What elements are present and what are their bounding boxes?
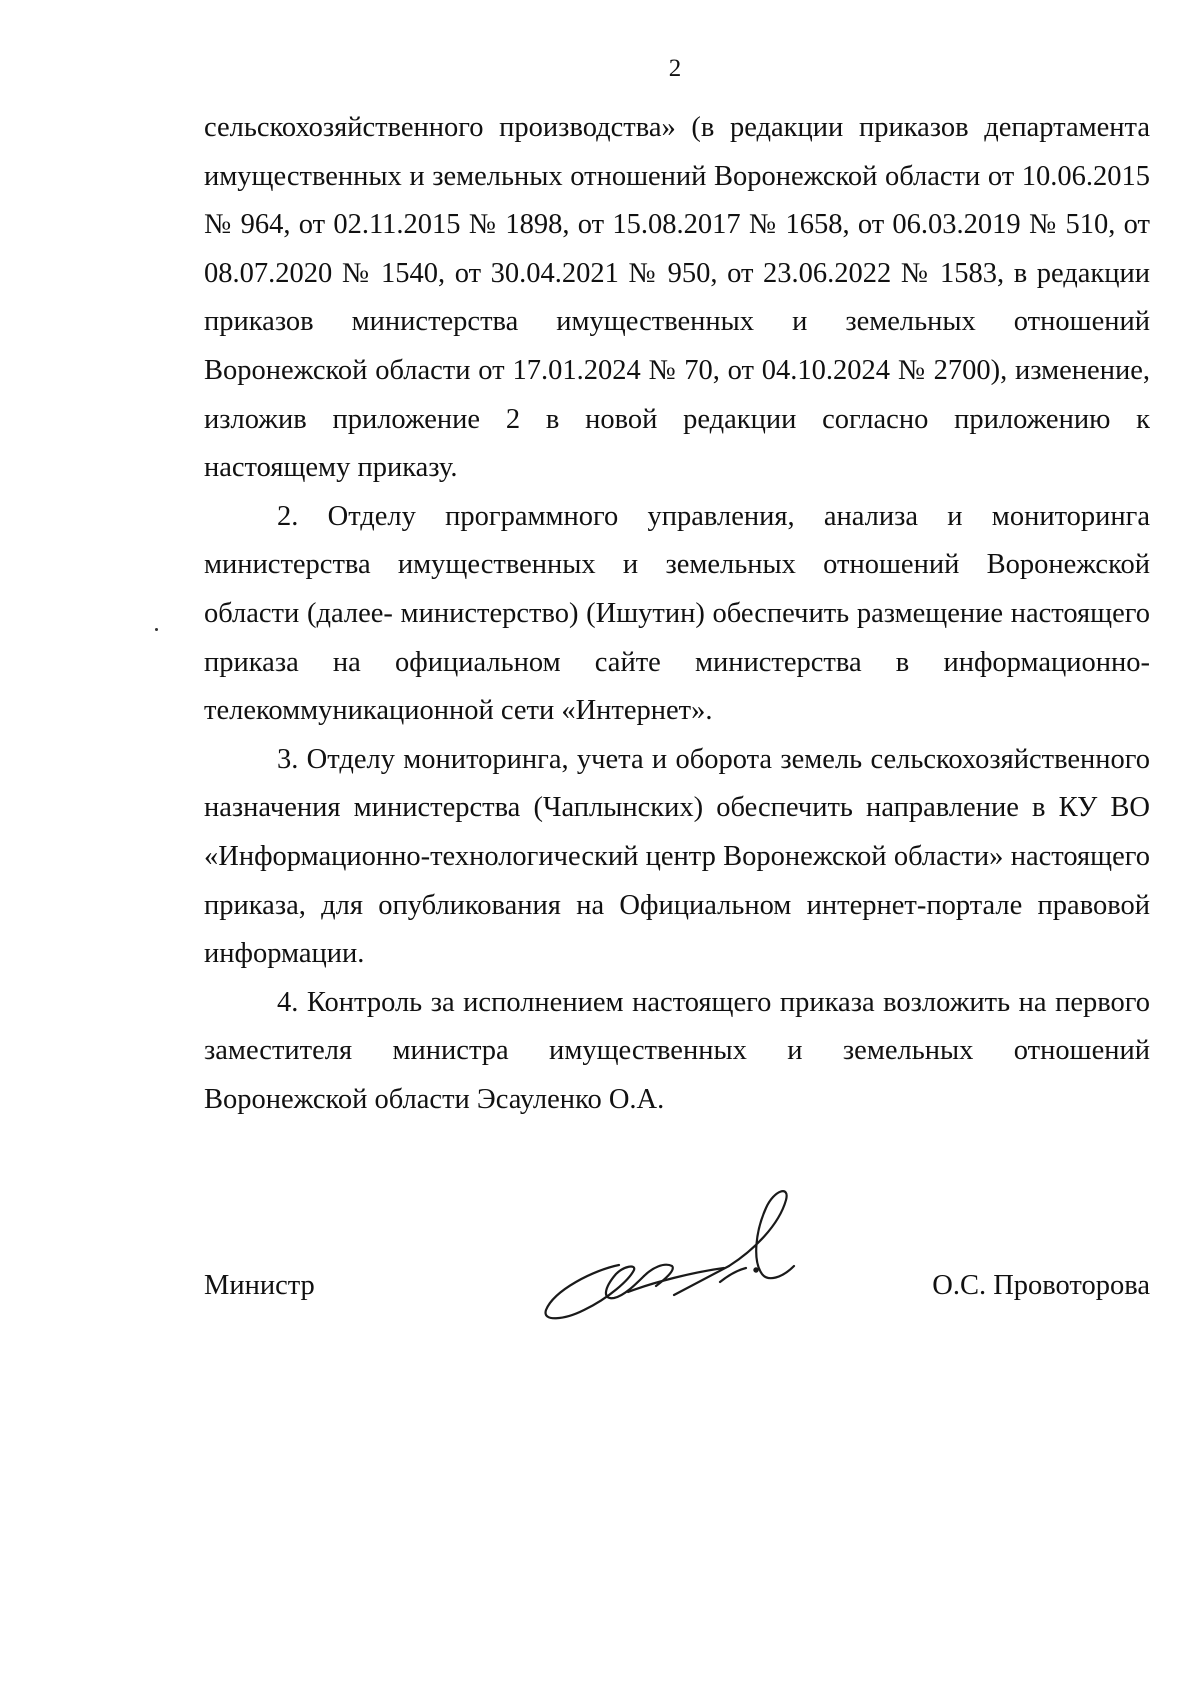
signatory-name: О.С. Провоторова: [932, 1270, 1150, 1301]
page-number: 2: [668, 55, 682, 82]
paragraph-2: 2. Отделу программного управления, анализа и мониторинга министерства имущественных и земельных отношений Воронежской области (далее- министерство) (Ишутин) обеспечить размещение настоящего приказа на официальном сайте министерства в информационно-телекоммуникационной сети «Интернет».: [204, 500, 1150, 727]
scan-speck: [155, 628, 158, 631]
signatory-position: Министр: [204, 1270, 315, 1301]
paragraph-1-continuation: сельскохозяйственного производства» (в редакции приказов департамента имущественных и земельных отношений Воронежской области от 10.06.2015 № 964, от 02.11.2015 № 1898, от 15.08.2017 № 1658, от 06.03.2019 № 510, от 08.07.2020 № 1540, от 30.04.2021 № 950, от 23.06.2022 № 1583, в редакции приказов министерства имущественных и земельных отношений Воронежской области от 17.01.2024 № 70, от 04.10.2024 № 2700), изменение, изложив приложение 2 в новой редакции согласно приложению к настоящему приказу.: [204, 112, 1150, 484]
handwritten-signature-icon: [524, 1170, 824, 1335]
signature-block: [204, 1170, 1150, 1330]
document-body: [204, 104, 1150, 1124]
paragraph-3: 3. Отделу мониторинга, учета и оборота земель сельскохозяйственного назначения министерства (Чаплынских) обеспечить направление в КУ ВО «Информационно-технологический центр Воронежской области» настоящего приказа, для опубликования на Официальном интернет-портале правовой информации.: [204, 743, 1150, 970]
paragraph-4: 4. Контроль за исполнением настоящего приказа возложить на первого заместителя министра имущественных и земельных отношений Воронежской области Эсауленко О.А.: [204, 986, 1150, 1115]
